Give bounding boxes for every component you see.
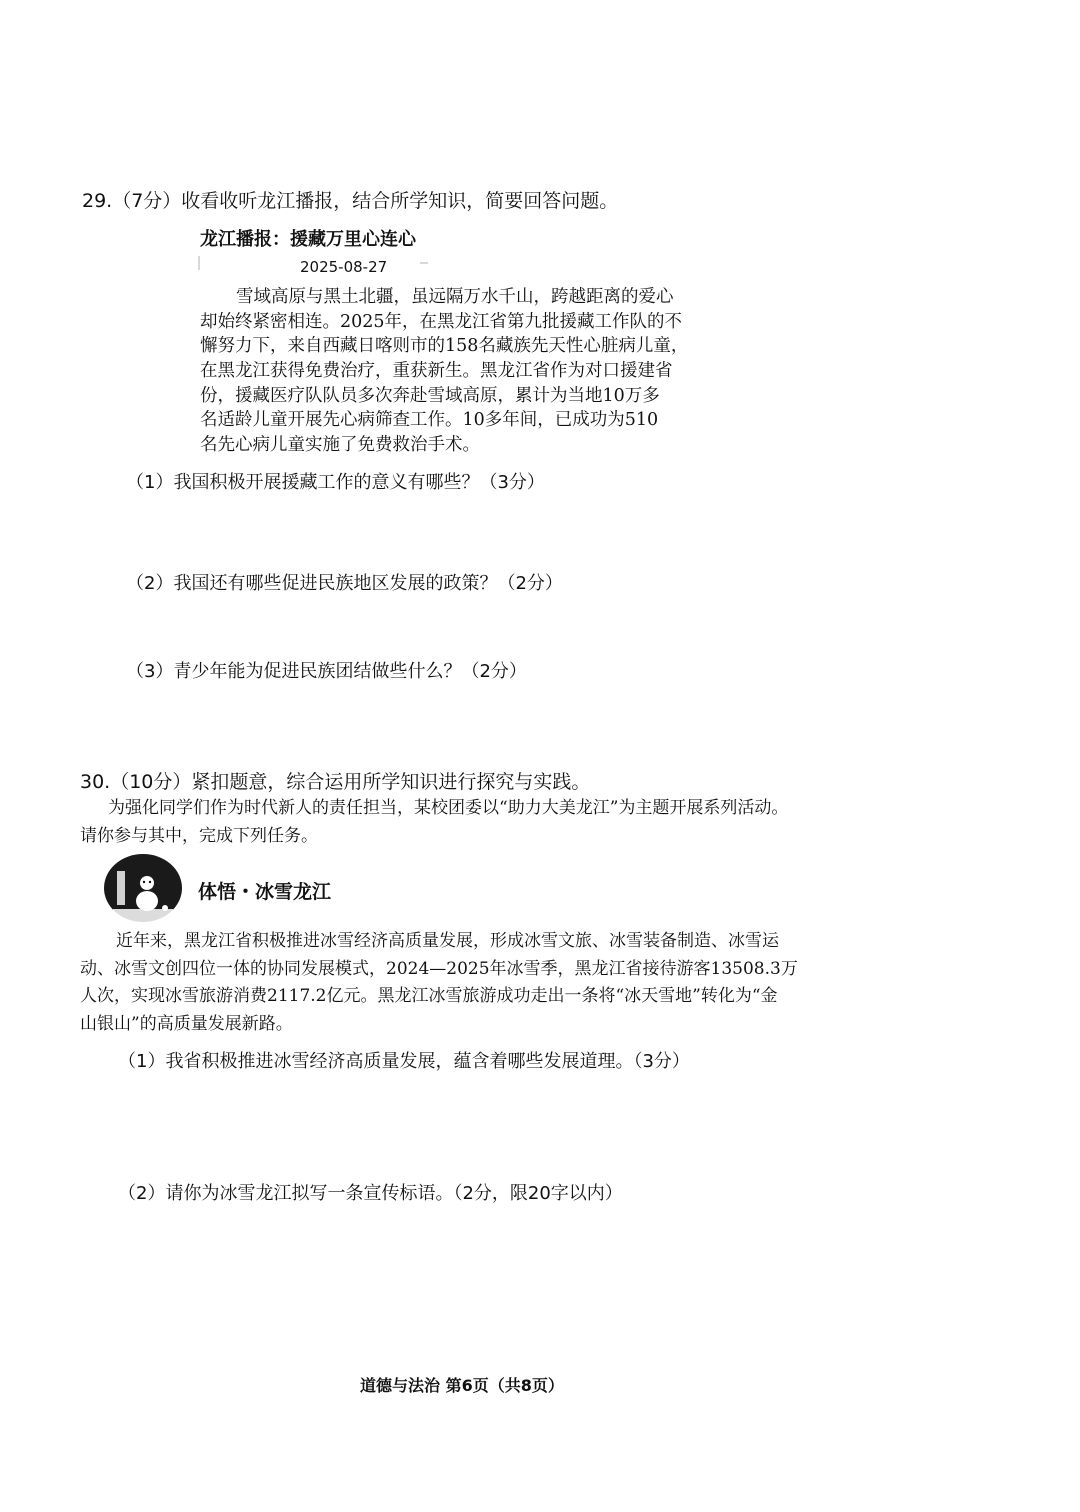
q30-sub-question-2: （2）请你为冰雪龙江拟写一条宣传标语。（2分，限20字以内） — [118, 1183, 623, 1204]
page-footer: 道德与法治 第6页（共8页） — [360, 1376, 564, 1395]
report-line: 在黑龙江获得免费治疗，重获新生。黑龙江省作为对口援建省 — [200, 360, 673, 381]
scan-mark — [198, 256, 200, 270]
report-line: 名适龄儿童开展先心病筛查工作。10多年间，已成功为510 — [200, 410, 659, 431]
question-29-header: 29.（7分）收看收听龙江播报，结合所学知识，简要回答问题。 — [82, 190, 619, 212]
q30-material — [80, 928, 798, 1038]
report-line: 雪域高原与黑土北疆，虽远隔万水千山，跨越距离的爱心 — [236, 287, 674, 308]
intro-line: 请你参与其中，完成下列任务。 — [80, 825, 318, 846]
question-30-header: 30.（10分）紧扣题意，综合运用所学知识进行探究与实践。 — [80, 771, 591, 793]
q29-sub-question-2: （2）我国还有哪些促进民族地区发展的政策？（2分） — [126, 573, 563, 594]
news-report-box — [200, 228, 760, 457]
material-line: 近年来，黑龙江省积极推进冰雪经济高质量发展，形成冰雪文旅、冰雪装备制造、冰雪运 — [116, 931, 779, 951]
scan-mark — [420, 262, 428, 264]
report-line: 份，援藏医疗队队员多次奔赴雪域高原，累计为当地10万多 — [200, 385, 660, 406]
q30-sub-question-1: （1）我省积极推进冰雪经济高质量发展，蕴含着哪些发展道理。（3分） — [118, 1051, 690, 1072]
q29-sub-question-1: （1）我国积极开展援藏工作的意义有哪些？（3分） — [126, 472, 545, 493]
material-line: 动、冰雪文创四位一体的协同发展模式，2024—2025年冰雪季，黑龙江省接待游客13508.3万 — [80, 958, 798, 979]
snowman-icon — [103, 853, 183, 923]
report-line: 却始终紧密相连。2025年，在黑龙江省第九批援藏工作队的不 — [200, 311, 683, 332]
report-date: 2025-08-27 — [300, 257, 388, 276]
report-line: 懈努力下，来自西藏日喀则市的158名藏族先天性心脏病儿童， — [200, 336, 689, 357]
report-line: 名先心病儿童实施了免费救治手术。 — [200, 434, 480, 455]
q30-intro — [80, 795, 788, 850]
intro-line: 为强化同学们作为时代新人的责任担当，某校团委以“助力大美龙江”为主题开展系列活动。 — [108, 798, 789, 818]
material-line: 人次，实现冰雪旅游消费2117.2亿元。黑龙江冰雪旅游成功走出一条将“冰天雪地”转化为“金 — [80, 986, 778, 1006]
q29-sub-question-3: （3）青少年能为促进民族团结做些什么？（2分） — [126, 661, 527, 682]
section-title: 体悟・冰雪龙江 — [198, 881, 332, 903]
report-title: 龙江播报：援藏万里心连心 — [200, 229, 416, 250]
material-line: 山银山”的高质量发展新路。 — [80, 1013, 293, 1034]
